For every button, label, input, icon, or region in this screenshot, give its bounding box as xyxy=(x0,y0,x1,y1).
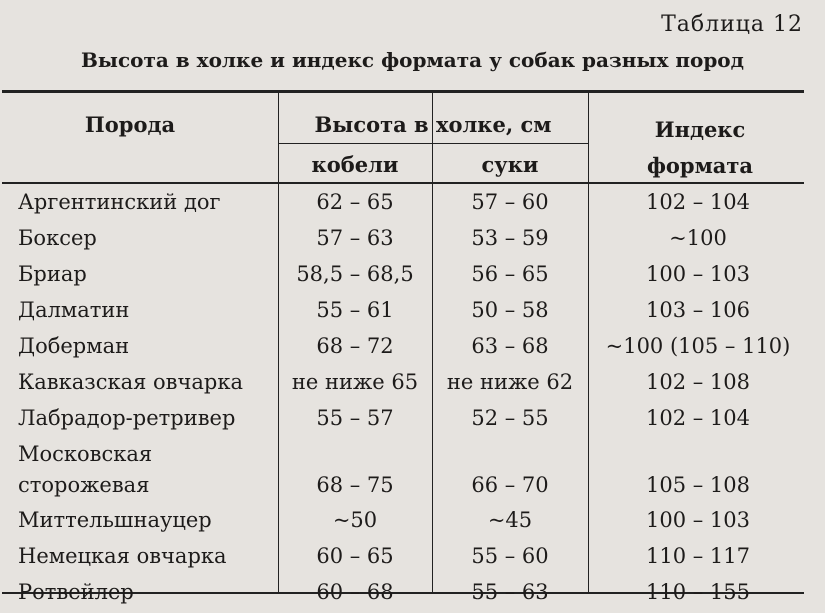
cell-breed-line: Бриар xyxy=(18,262,87,286)
header-female: суки xyxy=(481,152,539,177)
cell-breed xyxy=(18,295,129,326)
header-male: кобели xyxy=(311,152,399,177)
cell-breed xyxy=(18,439,152,501)
table-caption: Высота в холке и индекс формата у собак разных пород xyxy=(81,48,744,72)
cell-breed-line: Ротвейлер xyxy=(18,580,134,604)
cell-index: 110 – 117 xyxy=(645,544,750,568)
cell-breed-line: Лабрадор-ретривер xyxy=(18,406,236,430)
cell-breed-line: Далматин xyxy=(18,298,130,322)
cell-index: 110 – 155 xyxy=(645,580,750,604)
cell-breed-line: Немецкая овчарка xyxy=(18,544,227,568)
table-number: Таблица 12 xyxy=(661,12,803,37)
cell-female: 56 – 65 xyxy=(471,262,549,286)
cell-male: не ниже 65 xyxy=(291,370,419,394)
header-breed: Порода xyxy=(84,112,176,137)
cell-index: 100 – 103 xyxy=(645,262,750,286)
cell-index: ~100 xyxy=(669,226,727,250)
cell-female: 55 – 63 xyxy=(471,580,549,604)
cell-breed xyxy=(18,577,134,608)
cell-breed xyxy=(18,541,227,572)
cell-index: 102 – 104 xyxy=(645,406,750,430)
table-row xyxy=(0,505,825,541)
cell-index: 100 – 103 xyxy=(645,508,750,532)
cell-breed-line: Доберман xyxy=(18,334,130,358)
cell-breed xyxy=(18,223,97,254)
top-rule xyxy=(2,90,804,93)
cell-female: 63 – 68 xyxy=(471,334,549,358)
cell-index: 105 – 108 xyxy=(645,473,750,497)
cell-index: 102 – 104 xyxy=(645,190,750,214)
cell-male: 55 – 61 xyxy=(316,298,394,322)
cell-breed-line: Кавказская овчарка xyxy=(18,370,243,394)
cell-female: 50 – 58 xyxy=(471,298,549,322)
table-row xyxy=(0,295,825,331)
cell-male: 57 – 63 xyxy=(316,226,394,250)
cell-male: 68 – 75 xyxy=(316,473,394,497)
cell-index: 102 – 108 xyxy=(645,370,750,394)
cell-female: 52 – 55 xyxy=(471,406,549,430)
cell-breed xyxy=(18,403,235,434)
cell-breed xyxy=(18,331,129,362)
table-body xyxy=(0,187,825,613)
cell-breed xyxy=(18,187,221,218)
cell-breed-line: Миттельшнауцер xyxy=(18,508,212,532)
table-row xyxy=(0,439,825,505)
cell-male: 60 – 68 xyxy=(316,580,394,604)
cell-breed xyxy=(18,505,212,536)
header-index-line2: формата xyxy=(646,153,754,178)
cell-breed xyxy=(18,259,87,290)
table-row xyxy=(0,367,825,403)
cell-female: не ниже 62 xyxy=(446,370,574,394)
cell-male: 62 – 65 xyxy=(316,190,394,214)
cell-male: 55 – 57 xyxy=(316,406,394,430)
header-subrule xyxy=(278,143,588,144)
table-row xyxy=(0,541,825,577)
cell-breed xyxy=(18,367,243,398)
cell-breed-line: Боксер xyxy=(18,226,97,250)
cell-female: 55 – 60 xyxy=(471,544,549,568)
cell-female: ~45 xyxy=(487,508,533,532)
cell-female: 53 – 59 xyxy=(471,226,549,250)
header-index xyxy=(600,112,800,184)
table-row xyxy=(0,223,825,259)
cell-male: 58,5 – 68,5 xyxy=(296,262,414,286)
cell-female: 66 – 70 xyxy=(471,473,549,497)
header-height: Высота в холке, см xyxy=(314,112,552,137)
cell-index: ~100 (105 – 110) xyxy=(605,334,791,358)
cell-male: 60 – 65 xyxy=(316,544,394,568)
cell-male: ~50 xyxy=(332,508,378,532)
table-row xyxy=(0,187,825,223)
header-index-line1: Индекс xyxy=(654,117,746,142)
table-row xyxy=(0,577,825,613)
table-row xyxy=(0,331,825,367)
table-row xyxy=(0,259,825,295)
cell-breed-line: сторожевая xyxy=(18,473,150,497)
cell-female: 57 – 60 xyxy=(471,190,549,214)
table-row xyxy=(0,403,825,439)
cell-breed-line: Московская xyxy=(18,442,153,466)
cell-breed-line: Аргентинский дог xyxy=(18,190,221,214)
cell-index: 103 – 106 xyxy=(645,298,750,322)
cell-male: 68 – 72 xyxy=(316,334,394,358)
